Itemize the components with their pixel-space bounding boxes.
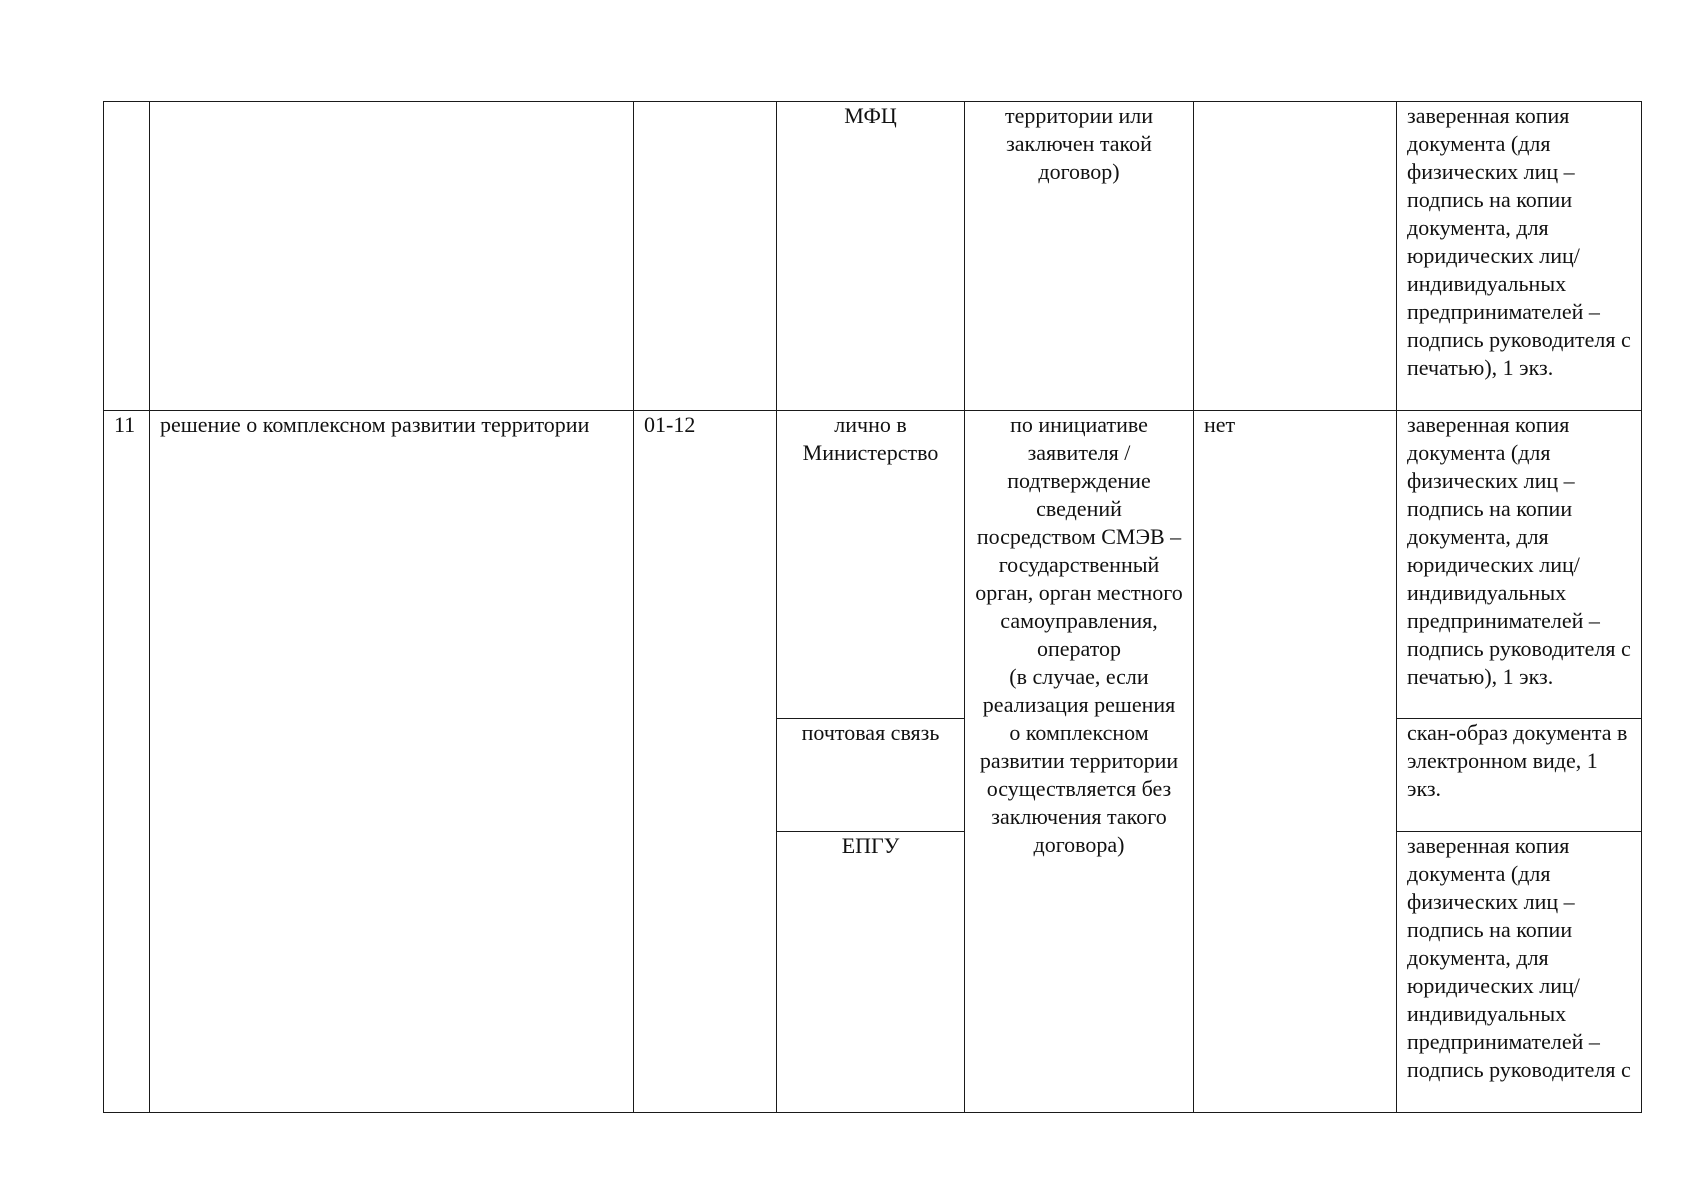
- documents-table: [103, 101, 1642, 1113]
- cell-requirements: нет: [1194, 411, 1397, 1113]
- cell-submission-method: МФЦ: [777, 102, 965, 411]
- cell-submission-method: лично в Министерство: [777, 411, 965, 719]
- cell-document-form: скан-образ документа в электронном виде, 1 экз.: [1397, 719, 1642, 832]
- cell-requirements: [1194, 102, 1397, 411]
- cell-document-form: заверенная копия документа (для физических лиц – подпись на копии документа, для юридических лиц/индивидуальных предпринимателей – подпись руководителя с: [1397, 832, 1642, 1113]
- cell-code: 01-12: [634, 411, 777, 1113]
- cell-submission-method: ЕПГУ: [777, 832, 965, 1113]
- cell-document-name: решение о комплексном развитии территории: [150, 411, 634, 1113]
- cell-number: [104, 102, 150, 411]
- cell-submission-method: почтовая связь: [777, 719, 965, 832]
- cell-condition: по инициативе заявителя /подтверждение сведений посредством СМЭВ – государственный орган, орган местного самоуправления, оператор (в случае, если реализация решения о комплексном развитии территории осуществляется без заключения такого договора): [965, 411, 1194, 1113]
- cell-number: 11: [104, 411, 150, 1113]
- cell-document-form: заверенная копия документа (для физических лиц – подпись на копии документа, для юридических лиц/индивидуальных предпринимателей – подпись руководителя с печатью), 1 экз.: [1397, 102, 1642, 411]
- cell-document-name: [150, 102, 634, 411]
- cell-code: [634, 102, 777, 411]
- table-row-continued: [104, 102, 1642, 411]
- cell-condition: территории или заключен такой договор): [965, 102, 1194, 411]
- table-row-11: [104, 411, 1642, 719]
- cell-document-form: заверенная копия документа (для физических лиц – подпись на копии документа, для юридических лиц/индивидуальных предпринимателей – подпись руководителя с печатью), 1 экз.: [1397, 411, 1642, 719]
